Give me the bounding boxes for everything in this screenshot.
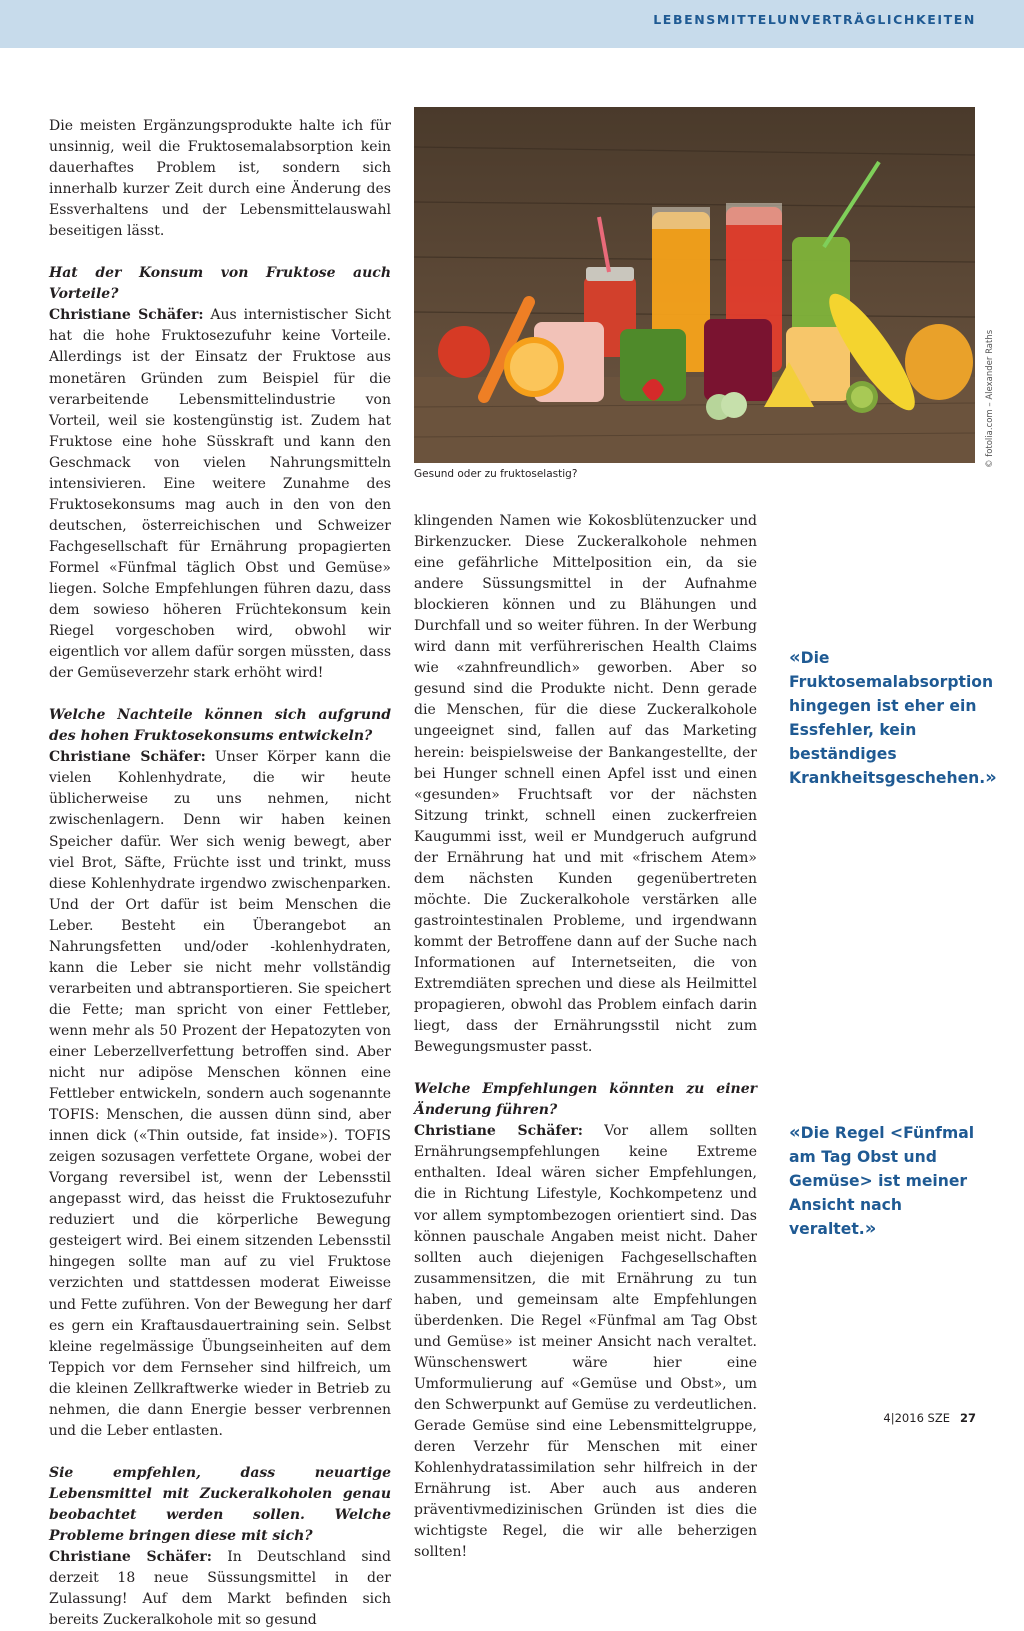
speaker-name: Christiane Schäfer: [414,1123,583,1140]
page-number: 27 [959,1411,976,1425]
left-column [49,116,391,1631]
speaker-name: Christiane Schäfer: [49,307,204,324]
answer-text: Aus internistischer Sicht hat die hohe Fruktosezufuhr keine Vorteile. Allerdings ist der Einsatz der Fruktose aus monetären Gründen zum Beispiel für die verarbeitende Lebensmittelindustrie von Vorteil, weil sie kostengünstig ist. Zudem hat Fruktose eine hohe Süsskraft und kann den Geschmack von vielen Nahrungsmitteln intensivieren. Eine weitere Zunahme des Fruktosekonsums mag auch in den von den deutschen, österreichischen und Schweizer Fachgesellschaft für Ernährung propagierten Formel «Fünfmal täglich Obst und Gemüse» liegen. Solche Empfehlungen führen dazu, dass dem sowieso höheren Früchtekonsum kein Riegel vorgeschoben wird, obwohl wir eigentlich vor allem dafür sorgen müssten, dass der Gemüseverzehr stark erhöht wird! [49,307,391,682]
pull-quote-text: Die Fruktosemalabsorption hingegen ist eher ein Essfehler, kein beständiges Krankheitsgeschehen. [789,649,994,787]
image-caption: Gesund oder zu fruktoselastig? [414,468,578,480]
interview-answer [49,305,391,684]
paragraph-gap [49,684,391,705]
speaker-name: Christiane Schäfer: [49,1549,212,1566]
speaker-name: Christiane Schäfer: [49,749,206,766]
juices-illustration [414,107,975,463]
interview-answer [414,1121,757,1563]
quote-open-mark: « [789,647,801,668]
interview-answer [49,747,391,1442]
body-paragraph: klingenden Namen wie Kokosblütenzucker und Birkenzucker. Diese Zuckeralkohole nehmen eine gefährliche Mittelposition ein, da sie andere Süssungsmittel in der Aufnahme blockieren können und zu Blähungen und Durchfall und so weiter führen. In der Werbung wird dann mit verführerischen Health Claims wie «zahnfreundlich» geworben. Aber so gesund sind die Produkte nicht. Denn gerade die Menschen, für die diese Zuckeralkohole ungeeignet sind, fallen auf das Marketing herein: beispielsweise der Bankangestellte, der bei Hunger schnell einen Apfel isst und einen «gesunden» Fruchtsaft vor der nächsten Sitzung trinkt, schnell einen zuckerfreien Kaugummi isst, weil er Mundgeruch aufgrund der Ernährung hat und mit «frischem Atem» dem nächsten Kunden gegenübertreten möchte. Die Zuckeralkohole verstärken alle gastrointestinalen Probleme, und irgendwann kommt der Betroffene dann auf der Suche nach Informationen auf Internetseiten, die von Extremdiäten sprechen und diese als Heilmittel propagieren, obwohl das Problem einfach darin liegt, dass der Ernährungsstil nicht zum Bewegungsmuster passt. [414,513,757,1056]
paragraph-gap [49,242,391,263]
quote-close-mark: » [985,767,997,788]
section-title: LEBENSMITTELUNVERTRÄGLICHKEITEN [653,12,976,27]
tomato [438,326,490,378]
interview-question: Sie empfehlen, dass neuartige Lebensmittel mit Zuckeralkoholen genau beobachtet werden sollen. Welche Probleme bringen diese mit sich? [49,1464,391,1544]
issue-label: 4|2016 SZE [883,1411,950,1425]
beet-juice-glass [704,319,772,401]
answer-text: Unser Körper kann die vielen Kohlenhydrate, die wir heute üblicherweise zu uns nehmen, nicht zwischenlagern. Denn wir haben keinen Speicher dafür. Wer sich wenig bewegt, aber viel Brot, Säfte, Früchte isst und trinkt, muss diese Kohlenhydrate irgendwo zwischenparken. Und der Ort dafür ist beim Menschen die Leber. Besteht ein Überangebot an Nahrungsfetten und/oder -kohlenhydraten, kann die Leber sie nicht mehr vollständig verarbeiten und abtransportieren. Sie speichert die Fette; man spricht von einer Fettleber, wenn mehr als 50 Prozent der Hepatozyten von einer Leberzellverfettung betroffen sind. Aber nicht nur adipöse Menschen können eine Fettleber entwickeln, sondern auch sogenannte TOFIS: Menschen, die aussen dünn sind, aber innen dick («Thin outside, fat inside»). TOFIS zeigen sozusagen verfettete Organe, wobei der Vorgang reversibel ist, wenn der Lebensstil angepasst wird, das heisst die Fruktosezufuhr reduziert und die körperliche Bewegung gesteigert wird. Bei einem sitzenden Lebensstil hingegen sollte man auf zu viel Fruktose verzichten und stattdessen moderat Eiweisse und Fette zuführen. Von der Bewegung her darf es gern ein Kraftausdauertraining sein. Selbst kleine regelmässige Übungseinheiten auf dem Teppich vor dem Fernseher sind hilfreich, um die kleinen Zellkraftwerke wieder in Betrieb zu nehmen, die dann Energie besser verbrennen und die Leber entlasten. [49,749,392,1439]
header-bar [0,0,1024,48]
image-credit: © fotolia.com – Alexander Raths [985,329,995,468]
paragraph-gap [414,1058,757,1079]
article-photo [414,107,975,463]
interview-question: Welche Empfehlungen könnten zu einer Änderung führen? [414,1081,757,1119]
paragraph-gap [49,1442,391,1463]
interview-question: Hat der Konsum von Fruktose auch Vorteile? [49,265,391,303]
pull-quote-1 [789,646,997,790]
answer-text: Vor allem sollten Ernährungsempfehlungen keine Extreme enthalten. Ideal wären sicher Empfehlungen, die in Richtung Lifestyle, Kochkompetenz und vor allem symptombezogen orientiert sind. Das können pauschale Angaben meist nicht. Daher sollten auch diejenigen Fachgesellschaften zusammensitzen, die mit Ernährung zu tun haben, und gemeinsam alte Empfehlungen überdenken. Die Regel «Fünfmal am Tag Obst und Gemüse» ist meiner Ansicht nach veraltet. Wünschenswert wäre hier eine Umformulierung auf «Gemüse und Obst», um den Schwerpunkt auf Gemüse zu verdeutlichen. Gerade Gemüse sind eine Lebensmittelgruppe, deren Verzehr für Menschen mit einer Kohlenhydratassimilation sehr hilfreich in der Ernährung ist. Aber auch aus anderen präventivmedizinischen Gründen ist dies die wichtigste Regel, die wir alle beherzigen sollten! [414,1123,757,1561]
page-footer [883,1411,976,1425]
middle-column [414,511,757,1563]
quote-open-mark: « [789,1122,801,1143]
interview-answer [49,1547,391,1631]
interview-question: Welche Nachteile können sich aufgrund des hohen Fruktosekonsums entwickeln? [49,707,391,745]
answer-text: In Deutschland sind derzeit 18 neue Süssungsmittel in der Zulassung! Auf dem Markt befinden sich bereits Zuckeralkohole mit so gesund [49,1549,391,1629]
mango [905,324,973,400]
quote-close-mark: » [864,1218,877,1239]
pull-quote-text: Die Regel <Fünfmal am Tag Obst und Gemüse> ist meiner Ansicht nach veraltet. [789,1124,975,1238]
body-paragraph: Die meisten Ergänzungsprodukte halte ich für unsinnig, weil die Fruktosemalabsorption kein dauerhaftes Problem ist, sondern sich innerhalb kurzer Zeit durch eine Änderung des Essverhaltens und der Lebensmittelauswahl beseitigen lässt. [49,118,391,240]
pull-quote-2 [789,1121,989,1241]
